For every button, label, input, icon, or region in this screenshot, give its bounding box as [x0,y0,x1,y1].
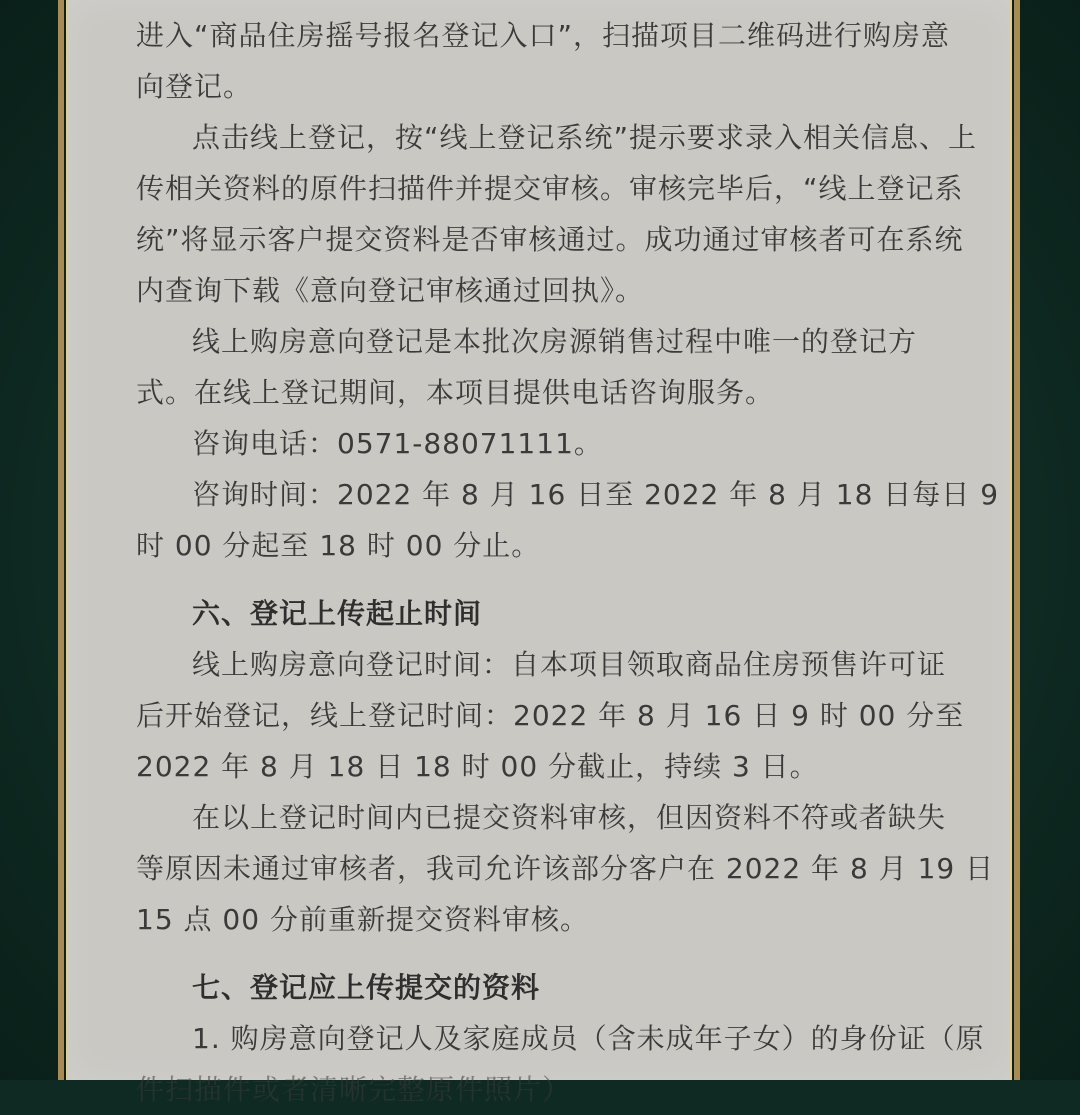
text-line: 15 点 00 分前重新提交资料审核。 [136,903,589,936]
text-line: 件扫描件或者清晰完整原件照片） [136,1073,572,1106]
text-line: 内查询下载《意向登记审核通过回执》。 [136,274,645,307]
text-line: 线上购房意向登记是本批次房源销售过程中唯一的登记方 [192,325,918,358]
section-heading-6: 六、登记上传起止时间 [192,597,483,630]
text-line: 后开始登记，线上登记时间：2022 年 8 月 16 日 9 时 00 分至 [136,699,965,732]
text-line: 2022 年 8 月 18 日 18 时 00 分截止，持续 3 日。 [136,750,819,783]
text-line: 点击线上登记，按“线上登记系统”提示要求录入相关信息、上 [192,121,978,154]
text-line: 向登记。 [136,70,253,103]
text-line: 传相关资料的原件扫描件并提交审核。审核完毕后，“线上登记系 [136,172,964,205]
section-heading-7: 七、登记应上传提交的资料 [192,971,541,1004]
document-body [136,0,1000,1115]
text-line: 线上购房意向登记时间：自本项目领取商品住房预售许可证 [192,648,947,681]
text-line: 等原因未通过审核者，我司允许该部分客户在 2022 年 8 月 19 日 [136,852,995,885]
consult-time-line: 咨询时间：2022 年 8 月 16 日至 2022 年 8 月 18 日每日 9 [192,478,1000,511]
text-line: 进入“商品住房摇号报名登记入口”，扫描项目二维码进行购房意 [136,19,951,52]
text-line: 在以上登记时间内已提交资料审核，但因资料不符或者缺失 [192,801,947,834]
contact-phone-line: 咨询电话：0571-88071111。 [192,427,603,460]
text-line: 式。在线上登记期间，本项目提供电话咨询服务。 [136,376,775,409]
list-item: 1. 购房意向登记人及家庭成员（含未成年子女）的身份证（原 [192,1022,985,1055]
text-line: 统”将显示客户提交资料是否审核通过。成功通过审核者可在系统 [136,223,964,256]
text-line: 时 00 分起至 18 时 00 分止。 [136,529,541,562]
